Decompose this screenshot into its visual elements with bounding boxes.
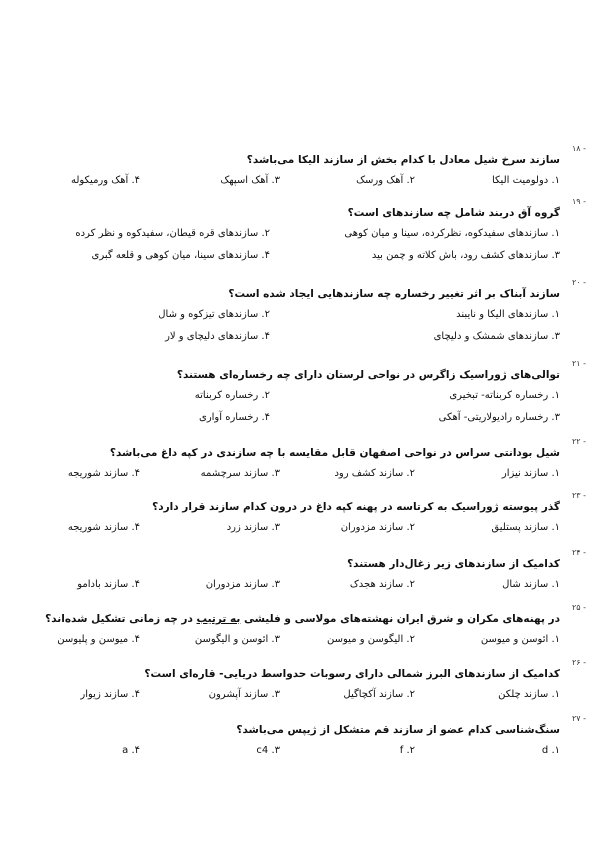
option-3[interactable]: ۳. سازند سرچشمه [200, 468, 280, 479]
option-2[interactable]: ۲. آهک ورسک [356, 175, 415, 186]
option-1[interactable]: ۱. سازند پستلیق [491, 522, 560, 533]
question-text-underlined: به ترتیب [196, 613, 241, 625]
option-1[interactable]: ۱. d [541, 745, 560, 756]
option-3[interactable]: ۳. سازندهای شمشک و دلیچای [433, 331, 560, 342]
option-2[interactable]: ۲. الیگوسن و میوسن [327, 634, 415, 645]
option-2[interactable]: ۲. سازندهای قره قیطان، سفیدکوه و نظر کرده [75, 228, 270, 239]
question-text: سازند آبناک بر اثر تغییر رخساره چه سازندهایی ایجاد شده است؟ [228, 288, 560, 300]
question-text: گذر پیوسته ژوراسیک به کرتاسه در پهنه کپه داغ در درون کدام سازند قرار دارد؟ [152, 501, 560, 513]
question-22 [40, 437, 586, 485]
question-number: ۲۵ - [571, 603, 586, 612]
option-1[interactable]: ۱. سازند چلکن [498, 689, 560, 700]
option-1[interactable]: ۱. سازند شال [502, 579, 560, 590]
option-4[interactable]: ۴. میوسن و پلیوسن [57, 634, 140, 645]
option-3[interactable]: ۳. سازند آپشرون [208, 689, 280, 700]
option-3[interactable]: ۳. سازندهای کشف رود، باش کلاته و چمن بید [371, 250, 560, 261]
question-text: سنگ‌شناسی کدام عضو از سازند قم متشکل از ژیپس می‌باشد؟ [236, 724, 560, 736]
option-3[interactable]: ۳. آهک اسپهک [220, 175, 280, 186]
question-text [45, 609, 560, 629]
option-3[interactable]: ۳. سازند مزدوران [205, 579, 280, 590]
option-1[interactable]: ۱. سازندهای الیکا و نایبند [456, 309, 560, 320]
option-2[interactable]: ۲. سازند کشف رود [334, 468, 415, 479]
option-3[interactable]: ۳. ائوسن و الیگوسن [194, 634, 280, 645]
option-4[interactable]: ۴. سازند شوریجه [67, 468, 140, 479]
question-number: ۲۴ - [571, 548, 586, 557]
option-4[interactable]: ۴. سازند زیوار [80, 689, 140, 700]
option-4[interactable]: ۴. سازندهای دلیچای و لار [165, 331, 270, 342]
option-2[interactable]: ۲. سازند مزدوران [340, 522, 415, 533]
question-26 [40, 658, 586, 706]
option-4[interactable]: ۴. سازند بادامو [77, 579, 140, 590]
question-19 [40, 197, 586, 267]
question-27 [40, 714, 586, 762]
question-number: ۲۱ - [571, 359, 586, 368]
option-2[interactable]: ۲. f [399, 745, 415, 756]
question-number: ۲۰ - [571, 278, 586, 287]
option-4[interactable]: ۴. سازندهای سینا، میان کوهی و قلعه گبری [91, 250, 270, 261]
question-text: توالی‌های ژوراسیک زاگرس در نواحی لرستان دارای چه رخساره‌ای هستند؟ [176, 369, 560, 381]
option-2[interactable]: ۲. سازند هجدک [349, 579, 415, 590]
question-20 [40, 278, 586, 348]
question-number: ۱۸ - [571, 144, 586, 153]
option-2[interactable]: ۲. سازند آکچاگیل [343, 689, 415, 700]
question-text-part: در پهنه‌های مکران و شرق ایران نهشته‌های مولاسی و فلیشی [240, 613, 560, 625]
question-text: سازند سرخ شیل معادل با کدام بخش از سازند الیکا می‌باشد؟ [246, 154, 560, 166]
question-text: کدامیک از سازندهای البرز شمالی دارای رسوبات حدواسط دریایی- قاره‌ای است؟ [144, 668, 560, 680]
option-1[interactable]: ۱. سازند نیزار [501, 468, 560, 479]
question-number: ۲۷ - [571, 714, 586, 723]
question-text: کدامیک از سازندهای زیر زغال‌دار هستند؟ [347, 558, 560, 570]
question-number: ۲۶ - [571, 658, 586, 667]
question-number: ۲۲ - [571, 437, 586, 446]
option-3[interactable]: ۳. رخساره رادیولاریتی- آهکی [438, 412, 560, 423]
option-1[interactable]: ۱. رخساره کربناته- تبخیری [449, 390, 560, 401]
question-25 [40, 603, 586, 651]
question-number: ۱۹ - [571, 197, 586, 206]
option-3[interactable]: ۳. c4 [256, 745, 280, 756]
option-1[interactable]: ۱. دولومیت الیکا [491, 175, 560, 186]
option-4[interactable]: ۴. رخساره آواری [199, 412, 270, 423]
option-1[interactable]: ۱. سازندهای سفیدکوه، نظرکرده، سینا و میان کوهی [344, 228, 560, 239]
option-3[interactable]: ۳. سازند زرد [226, 522, 280, 533]
option-4[interactable]: ۴. سازند شوریجه [67, 522, 140, 533]
option-2[interactable]: ۲. رخساره کربناته [194, 390, 270, 401]
question-text: گروه آق دربند شامل چه سازندهای است؟ [347, 207, 560, 219]
question-text: شیل بودانتی سراس در نواحی اصفهان قابل مقایسه با چه سازندی در کپه داغ می‌باشد؟ [109, 447, 560, 459]
option-4[interactable]: ۴. آهک ورمیکوله [70, 175, 140, 186]
question-23 [40, 491, 586, 539]
option-1[interactable]: ۱. ائوسن و میوسن [480, 634, 560, 645]
question-21 [40, 359, 586, 429]
question-18 [40, 144, 586, 192]
question-text-part: در چه زمانی تشکیل شده‌اند؟ [45, 613, 197, 625]
option-2[interactable]: ۲. سازندهای تیزکوه و شال [158, 309, 270, 320]
option-4[interactable]: ۴. a [122, 745, 140, 756]
question-number: ۲۳ - [571, 491, 586, 500]
question-24 [40, 548, 586, 596]
